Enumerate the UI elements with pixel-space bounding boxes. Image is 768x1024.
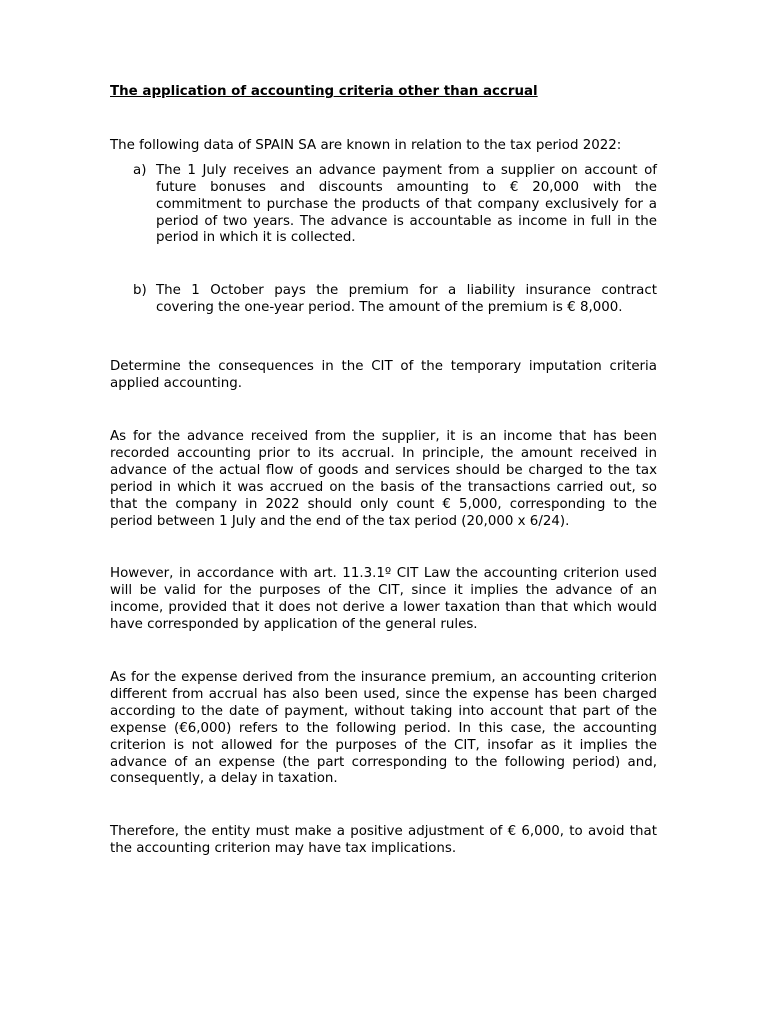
list-item: [110, 163, 657, 248]
list-marker: a): [133, 162, 147, 178]
data-list: [110, 163, 657, 317]
list-item-text: The 1 July receives an advance payment from a supplier on account of future bonuses and discounts amounting to € 20,000 with the commitment to purchase the products of that company exclusively for a period of two years. The advance is accountable as income in full in the period in which it is collected.: [156, 162, 657, 246]
answer-paragraph: As for the advance received from the supplier, it is an income that has been recorded accounting prior to its accrual. In principle, the amount received in advance of the actual flow of goods and services should be charged to the tax period in which it was accrued on the basis of the transactions carried out, so that the company in 2022 should only count € 5,000, corresponding to the period between 1 July and the end of the tax period (20,000 x 6/24).: [110, 428, 657, 529]
document-title: The application of accounting criteria other than accrual: [110, 84, 538, 99]
answer-paragraph: As for the expense derived from the insurance premium, an accounting criterion different from accrual has also been used, since the expense has been charged according to the date of payment, without taking into account that part of the expense (€6,000) refers to the following period. In this case, the accounting criterion is not allowed for the purposes of the CIT, insofar as it implies the advance of an expense (the part corresponding to the following period) and, consequently, a delay in taxation.: [110, 670, 657, 787]
intro-paragraph: The following data of SPAIN SA are known in relation to the tax period 2022:: [110, 137, 622, 153]
list-marker: b): [133, 283, 147, 299]
answer-paragraph: However, in accordance with art. 11.3.1º CIT Law the accounting criterion used will be valid for the purposes of the CIT, since it implies the advance of an income, provided that it does not derive a lower taxation than that which would have corresponded by application of the general rules.: [110, 566, 657, 633]
question-paragraph: Determine the consequences in the CIT of the temporary imputation criteria applied accounting.: [110, 359, 657, 392]
list-item-text: The 1 October pays the premium for a liability insurance contract covering the one-year period. The amount of the premium is € 8,000.: [156, 283, 657, 316]
conclusion-paragraph: Therefore, the entity must make a positive adjustment of € 6,000, to avoid that the accounting criterion may have tax implications.: [110, 824, 657, 857]
document-page: [110, 84, 657, 858]
list-item: [110, 283, 657, 317]
